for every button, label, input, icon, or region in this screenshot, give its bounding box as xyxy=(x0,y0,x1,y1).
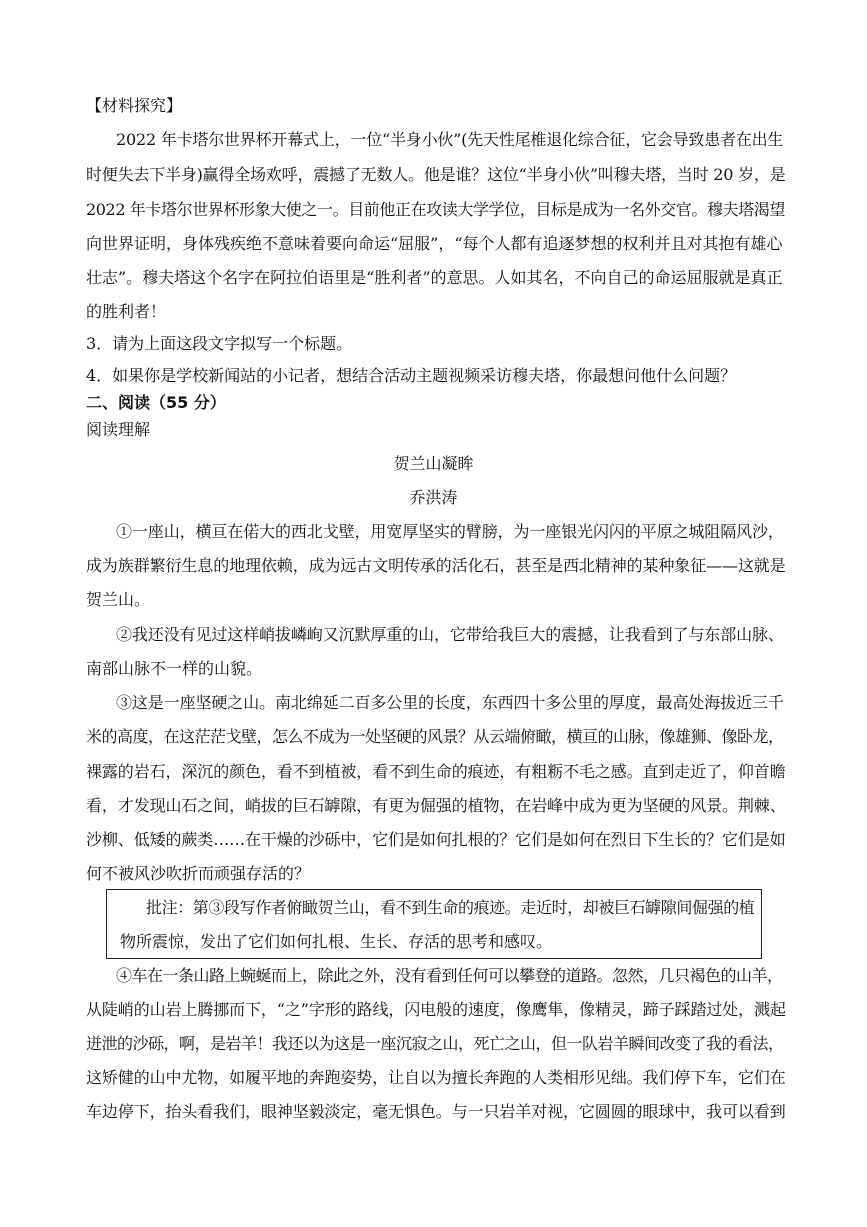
p3-line-4: 看，才发现山石之间，峭拔的巨石罅隙，有更为倔强的植物，在岩峰中成为更为坚硬的风景。荆棘、 xyxy=(86,796,786,815)
p1-line-2: 成为族群繁衍生息的地理依赖，成为远古文明传承的活化石，甚至是西北精神的某种象征——这就是 xyxy=(86,556,786,575)
section-heading: 二、阅读（55 分） xyxy=(86,393,226,412)
material-line-3: 2022 年卡塔尔世界杯形象大使之一。目前他正在攻读大学学位，目标是成为一名外交官。穆夫塔渴望 xyxy=(86,200,786,219)
p3-line-5: 沙柳、低矮的蕨类……在干燥的沙砾中，它们是如何扎根的？它们是如何在烈日下生长的？它们是如 xyxy=(86,830,786,849)
p3-line-2: 米的高度，在这茫茫戈壁，怎么不成为一处坚硬的风景？从云端俯瞰，横亘的山脉，像雄狮、像卧龙， xyxy=(86,727,784,746)
article-title: 贺兰山凝眸 xyxy=(393,454,474,473)
material-line-6: 的胜利者！ xyxy=(86,302,167,321)
material-line-1: 2022 年卡塔尔世界杯开幕式上，一位“半身小伙”(先天性尾椎退化综合征，它会导致患者在出生 xyxy=(116,130,784,149)
material-line-2: 时便失去下半身)赢得全场欢呼，震撼了无数人。他是谁？这位“半身小伙”叫穆夫塔，当时 20 岁，是 xyxy=(86,165,786,184)
question-3: 3．请为上面这段文字拟写一个标题。 xyxy=(86,334,353,353)
annotation-line-2: 物所震惊，发出了它们如何扎根、生长、存活的思考和感叹。 xyxy=(120,932,553,951)
material-heading: 【材料探究】 xyxy=(86,96,183,115)
p3-line-6: 何不被风沙吹折而顽强存活的？ xyxy=(86,864,311,883)
section-subheading: 阅读理解 xyxy=(86,420,151,439)
p1-line-3: 贺兰山。 xyxy=(86,590,151,609)
p2-line-2: 南部山脉不一样的山貌。 xyxy=(86,659,263,678)
material-line-4: 向世界证明，身体残疾绝不意味着要向命运“屈服”，“每个人都有追逐梦想的权利并且对其抱有雄心 xyxy=(86,234,783,253)
material-line-5: 壮志”。穆夫塔这个名字在阿拉伯语里是“胜利者”的意思。人如其名，不向自己的命运屈服就是真正 xyxy=(86,268,783,287)
article-author: 乔洪涛 xyxy=(409,488,458,507)
p3-line-1: ③这是一座坚硬之山。南北绵延二百多公里的长度，东西四十多公里的厚度，最高处海拔近三千 xyxy=(116,693,784,712)
p3-line-3: 裸露的岩石，深沉的颜色，看不到植被，看不到生命的痕迹，有粗粝不毛之感。直到走近了，仰首瞻 xyxy=(86,762,786,781)
p4-line-1: ④车在一条山路上蜿蜒而上，除此之外，没有看到任何可以攀登的道路。忽然，几只褐色的山羊， xyxy=(116,966,783,985)
p4-line-5: 车边停下，抬头看我们，眼神坚毅淡定，毫无惧色。与一只岩羊对视，它圆圆的眼球中，我可以看到 xyxy=(86,1102,786,1121)
p1-line-1: ①一座山，横亘在偌大的西北戈壁，用宽厚坚实的臂膀，为一座银光闪闪的平原之城阻隔风沙， xyxy=(116,522,784,541)
annotation-line-1: 批注：第③段写作者俯瞰贺兰山，看不到生命的痕迹。走近时，却被巨石罅隙间倔强的植 xyxy=(146,898,755,917)
p4-line-4: 这矫健的山中尤物，如履平地的奔跑姿势，让自以为擅长奔跑的人类相形见绌。我们停下车，它们在 xyxy=(86,1068,786,1087)
p4-line-2: 从陡峭的山岩上腾挪而下，“之”字形的路线，闪电般的速度，像鹰隼，像精灵，蹄子踩踏过处，溅起 xyxy=(86,1000,786,1019)
p4-line-3: 迸泄的沙砾，啊，是岩羊！我还以为这是一座沉寂之山，死亡之山，但一队岩羊瞬间改变了我的看法， xyxy=(86,1034,784,1053)
p2-line-1: ②我还没有见过这样峭拔嶙峋又沉默厚重的山，它带给我巨大的震撼，让我看到了与东部山脉、 xyxy=(116,625,784,644)
question-4: 4．如果你是学校新闻站的小记者，想结合活动主题视频采访穆夫塔，你最想问他什么问题？ xyxy=(86,366,737,385)
